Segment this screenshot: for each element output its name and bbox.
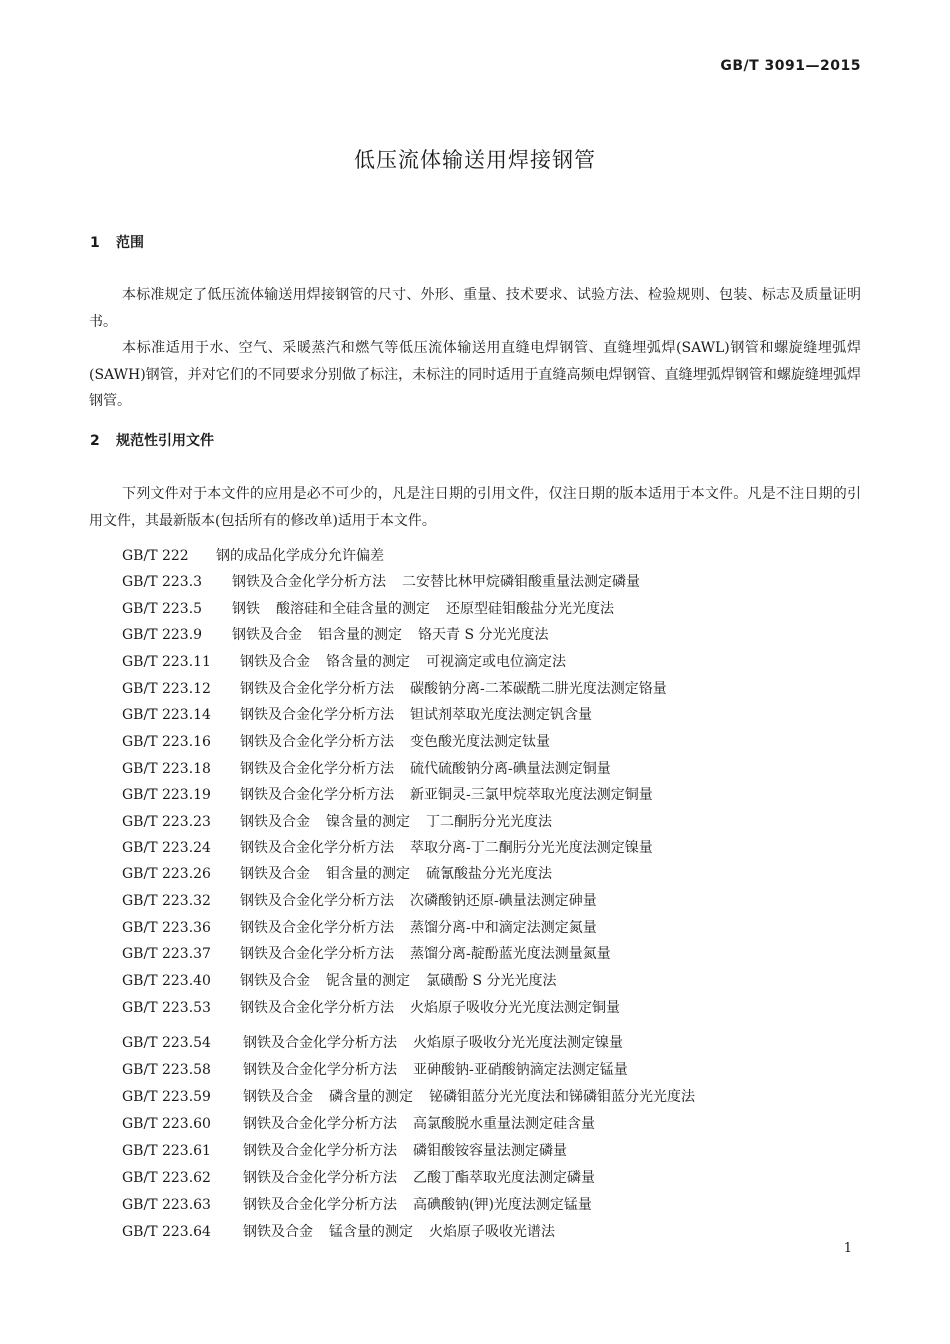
reference-title: 钢铁及合金化学分析方法 xyxy=(240,1000,394,1016)
reference-title: 酸溶硅和全硅含量的测定 xyxy=(276,601,430,617)
reference-code: GB/T 223.26 xyxy=(122,866,211,882)
reference-entry xyxy=(122,863,568,883)
reference-title: 镍含量的测定 xyxy=(326,814,410,830)
reference-title: 磷含量的测定 xyxy=(329,1089,413,1105)
reference-code: GB/T 223.59 xyxy=(122,1089,211,1105)
reference-code: GB/T 223.37 xyxy=(122,946,211,962)
scope-paragraph: 本标准适用于水、空气、采暖蒸汽和燃气等低压流体输送用直缝电焊钢管、直缝埋弧焊(SAWL)钢管和螺旋缝埋弧焊(SAWH)钢管，并对它们的不同要求分别做了标注，未标注的同时适用于直缝高频电焊钢管、直缝埋弧焊钢管和螺旋缝埋弧焊钢管。 xyxy=(89,340,861,409)
reference-title: 亚砷酸钠-亚硝酸钠滴定法测定锰量 xyxy=(413,1062,628,1078)
reference-title: 钢铁及合金化学分析方法 xyxy=(243,1116,397,1132)
reference-title: 钢铁及合金 xyxy=(232,627,302,643)
references-intro-paragraph: 下列文件对于本文件的应用是必不可少的，凡是注日期的引用文件，仅注日期的版本适用于本文件。凡是不注日期的引用文件，其最新版本(包括所有的修改单)适用于本文件。 xyxy=(89,486,861,529)
page-number: 1 xyxy=(843,1241,852,1256)
reference-title: 钢铁及合金化学分析方法 xyxy=(240,787,394,803)
reference-entry xyxy=(122,997,636,1017)
section-title: 规范性引用文件 xyxy=(116,433,214,449)
section-title: 范围 xyxy=(116,235,144,251)
reference-title: 蒸馏分离-靛酚蓝光度法测量氮量 xyxy=(410,946,611,962)
reference-title: 火焰原子吸收分光光度法测定铜量 xyxy=(410,1000,620,1016)
reference-code: GB/T 223.14 xyxy=(122,707,211,723)
reference-title: 钢铁及合金化学分析方法 xyxy=(243,1170,397,1186)
reference-title: 氯磺酚 S 分光光度法 xyxy=(426,973,557,989)
reference-title: 碳酸钠分离-二苯碳酰二肼光度法测定铬量 xyxy=(410,681,667,697)
reference-code: GB/T 223.63 xyxy=(122,1197,211,1213)
reference-entry xyxy=(122,1194,608,1214)
reference-entry xyxy=(122,784,669,804)
reference-code: GB/T 223.3 xyxy=(122,574,203,590)
reference-entry xyxy=(122,1086,711,1106)
reference-entry xyxy=(122,1140,583,1160)
reference-code: GB/T 223.23 xyxy=(122,814,211,830)
reference-title: 乙酸丁酯萃取光度法测定磷量 xyxy=(413,1170,595,1186)
reference-code: GB/T 223.9 xyxy=(122,627,203,643)
reference-title: 铋磷钼蓝分光光度法和锑磷钼蓝分光光度法 xyxy=(429,1089,695,1105)
reference-entry xyxy=(122,571,656,591)
reference-title: 钼含量的测定 xyxy=(326,866,410,882)
reference-entry xyxy=(122,545,400,565)
reference-title: 二安替比林甲烷磷钼酸重量法测定磷量 xyxy=(402,574,640,590)
reference-code: GB/T 223.62 xyxy=(122,1170,211,1186)
reference-code: GB/T 223.12 xyxy=(122,681,211,697)
reference-title: 钢铁及合金化学分析方法 xyxy=(243,1143,397,1159)
reference-title: 磷钼酸铵容量法测定磷量 xyxy=(413,1143,567,1159)
reference-title: 钢铁及合金 xyxy=(240,654,310,670)
reference-code: GB/T 223.36 xyxy=(122,920,211,936)
reference-title: 蒸馏分离-中和滴定法测定氮量 xyxy=(410,920,597,936)
reference-title: 硫氰酸盐分光光度法 xyxy=(426,866,552,882)
reference-entry xyxy=(122,1113,611,1133)
section-heading-normative-references xyxy=(90,430,214,450)
reference-title: 钽试剂萃取光度法测定钒含量 xyxy=(410,707,592,723)
section-number: 1 xyxy=(90,235,100,251)
reference-entry xyxy=(122,1221,571,1241)
reference-title: 钢铁及合金化学分析方法 xyxy=(240,707,394,723)
section-number: 2 xyxy=(90,433,100,449)
reference-title: 钢铁及合金化学分析方法 xyxy=(240,893,394,909)
reference-entry xyxy=(122,758,627,778)
reference-entry xyxy=(122,890,613,910)
reference-title: 锰含量的测定 xyxy=(329,1224,413,1240)
reference-entry xyxy=(122,704,608,724)
reference-title: 高氯酸脱水重量法测定硅含量 xyxy=(413,1116,595,1132)
reference-title: 硫代硫酸钠分离-碘量法测定铜量 xyxy=(410,761,611,777)
section-heading-scope xyxy=(90,232,144,252)
reference-title: 铬天青 S 分光光度法 xyxy=(418,627,549,643)
reference-title: 新亚铜灵-三氯甲烷萃取光度法测定铜量 xyxy=(410,787,653,803)
reference-title: 钢铁及合金化学分析方法 xyxy=(232,574,386,590)
reference-title: 钢铁及合金化学分析方法 xyxy=(240,946,394,962)
reference-code: GB/T 223.32 xyxy=(122,893,211,909)
reference-title: 钢铁 xyxy=(232,601,260,617)
reference-entry xyxy=(122,1032,639,1052)
reference-title: 火焰原子吸收光谱法 xyxy=(429,1224,555,1240)
reference-title: 钢铁及合金 xyxy=(240,866,310,882)
reference-code: GB/T 223.61 xyxy=(122,1143,211,1159)
reference-code: GB/T 223.11 xyxy=(122,654,211,670)
reference-entry xyxy=(122,624,565,644)
reference-code: GB/T 222 xyxy=(122,548,189,564)
reference-title: 钢的成品化学成分允许偏差 xyxy=(216,548,384,564)
reference-title: 钢铁及合金化学分析方法 xyxy=(243,1035,397,1051)
reference-code: GB/T 223.16 xyxy=(122,734,211,750)
reference-code: GB/T 223.54 xyxy=(122,1035,211,1051)
reference-code: GB/T 223.53 xyxy=(122,1000,211,1016)
reference-title: 钢铁及合金 xyxy=(240,973,310,989)
reference-code: GB/T 223.18 xyxy=(122,761,211,777)
reference-title: 火焰原子吸收分光光度法测定镍量 xyxy=(413,1035,623,1051)
reference-title: 钢铁及合金 xyxy=(240,814,310,830)
reference-title: 铝含量的测定 xyxy=(318,627,402,643)
reference-entry xyxy=(122,1059,644,1079)
reference-title: 可视滴定或电位滴定法 xyxy=(426,654,566,670)
reference-entry xyxy=(122,811,568,831)
reference-entry xyxy=(122,970,573,990)
reference-title: 钢铁及合金化学分析方法 xyxy=(240,840,394,856)
reference-code: GB/T 223.24 xyxy=(122,840,211,856)
reference-title: 次磷酸钠还原-碘量法测定砷量 xyxy=(410,893,597,909)
reference-code: GB/T 223.19 xyxy=(122,787,211,803)
reference-title: 钢铁及合金化学分析方法 xyxy=(243,1197,397,1213)
reference-entry xyxy=(122,837,669,857)
reference-title: 钢铁及合金化学分析方法 xyxy=(240,734,394,750)
reference-title: 钢铁及合金 xyxy=(243,1089,313,1105)
reference-entry xyxy=(122,917,613,937)
reference-title: 还原型硅钼酸盐分光光度法 xyxy=(446,601,614,617)
reference-title: 钢铁及合金化学分析方法 xyxy=(240,681,394,697)
reference-title: 铌含量的测定 xyxy=(326,973,410,989)
reference-code: GB/T 223.5 xyxy=(122,601,203,617)
standard-number-header: GB/T 3091—2015 xyxy=(720,58,861,74)
scope-paragraph: 本标准规定了低压流体输送用焊接钢管的尺寸、外形、重量、技术要求、试验方法、检验规则、包装、标志及质量证明书。 xyxy=(89,287,861,330)
reference-title: 钢铁及合金 xyxy=(243,1224,313,1240)
reference-code: GB/T 223.64 xyxy=(122,1224,211,1240)
reference-title: 钢铁及合金化学分析方法 xyxy=(243,1062,397,1078)
reference-title: 高碘酸钠(钾)光度法测定锰量 xyxy=(413,1197,592,1213)
reference-title: 丁二酮肟分光光度法 xyxy=(426,814,552,830)
reference-entry xyxy=(122,598,630,618)
reference-title: 变色酸光度法测定钛量 xyxy=(410,734,550,750)
reference-entry xyxy=(122,678,683,698)
reference-entry xyxy=(122,943,627,963)
reference-entry xyxy=(122,1167,611,1187)
reference-code: GB/T 223.60 xyxy=(122,1116,211,1132)
document-title: 低压流体输送用焊接钢管 xyxy=(354,148,596,172)
reference-title: 钢铁及合金化学分析方法 xyxy=(240,920,394,936)
reference-code: GB/T 223.40 xyxy=(122,973,211,989)
reference-code: GB/T 223.58 xyxy=(122,1062,211,1078)
reference-title: 钢铁及合金化学分析方法 xyxy=(240,761,394,777)
reference-title: 铬含量的测定 xyxy=(326,654,410,670)
reference-title: 萃取分离-丁二酮肟分光光度法测定镍量 xyxy=(410,840,653,856)
reference-entry xyxy=(122,731,566,751)
reference-entry xyxy=(122,651,582,671)
